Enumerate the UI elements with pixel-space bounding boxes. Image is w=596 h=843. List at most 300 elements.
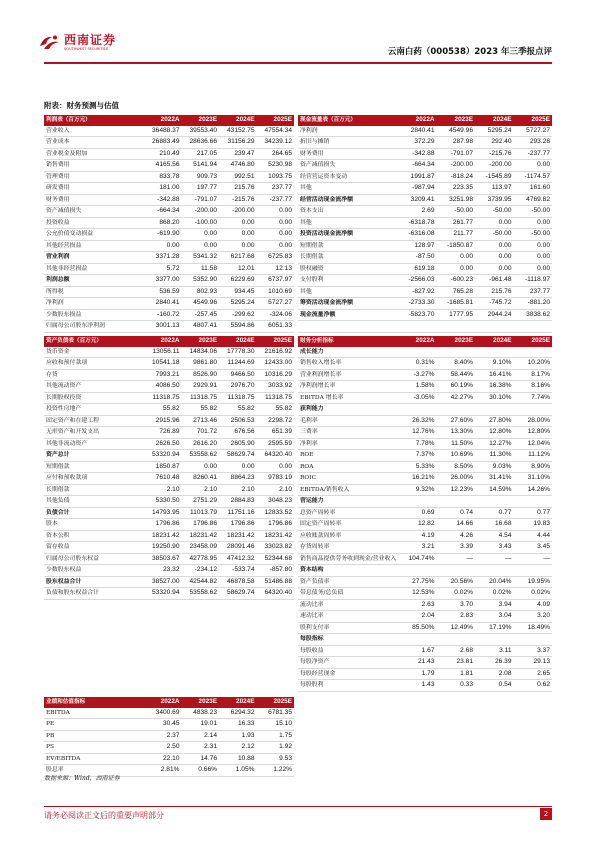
value-cell: 4746.80	[219, 160, 257, 172]
value-cell: 10316.29	[257, 369, 295, 381]
value-cell: 0.00	[514, 263, 553, 275]
table-row	[44, 553, 294, 565]
row-label: 固定资产和在建工程	[44, 415, 144, 427]
value-cell: 0.00	[219, 229, 257, 241]
value-cell: 12.23%	[437, 484, 476, 496]
value-cell: 3.70	[437, 599, 476, 611]
value-cell: —	[514, 553, 553, 565]
table-row	[298, 148, 552, 160]
value-cell: 765.28	[437, 286, 476, 298]
value-cell: 868.20	[144, 217, 182, 229]
row-label: 其他	[298, 183, 398, 195]
value-cell: 0.00	[437, 252, 476, 264]
row-label: 股利支付率	[298, 622, 398, 634]
row-label: 长期借款	[44, 484, 144, 496]
value-cell: 5341.32	[182, 252, 220, 264]
table-row	[44, 450, 294, 462]
row-label: 长期借款	[298, 252, 398, 264]
row-label: 少数股东损益	[44, 309, 144, 321]
value-cell: 292.40	[475, 137, 514, 149]
table-row	[44, 427, 294, 439]
value-cell: 802.93	[182, 286, 220, 298]
table-row	[298, 309, 552, 321]
value-cell: 104.74%	[398, 553, 437, 565]
value-cell: 2929.91	[182, 381, 220, 393]
footer-disclaimer: 请务必阅读正文后的重要声明部分	[44, 811, 164, 820]
value-cell: -299.62	[219, 309, 257, 321]
value-cell: 23.81	[437, 657, 476, 669]
row-label: 营业利润	[44, 252, 144, 264]
value-cell: 9783.19	[257, 473, 295, 485]
value-cell: 30.45	[144, 719, 182, 731]
value-cell: 29.13	[514, 657, 553, 669]
value-cell: 14793.95	[144, 507, 182, 519]
value-cell: 31.10%	[514, 473, 553, 485]
value-cell: 0.00	[257, 240, 295, 252]
value-cell: 12.80%	[514, 427, 553, 439]
table-row	[44, 461, 294, 473]
table-row	[44, 229, 294, 241]
row-label: EBITDA	[44, 708, 144, 719]
row-label: 每股净资产	[298, 657, 398, 669]
row-label: 存货周转率	[298, 542, 398, 554]
value-cell: 0.00	[514, 240, 553, 252]
value-cell: -745.72	[475, 298, 514, 310]
value-cell: 2884.83	[219, 496, 257, 508]
table-row	[298, 450, 552, 462]
value-cell: 6725.83	[257, 252, 295, 264]
value-cell: 18231.42	[219, 530, 257, 542]
row-label: 净利率	[298, 438, 398, 450]
value-cell: -50.00	[514, 206, 553, 218]
value-cell: 287.98	[437, 137, 476, 149]
value-cell: 6051.33	[257, 321, 295, 333]
value-cell: -100.00	[182, 217, 220, 229]
value-cell: 1777.95	[437, 309, 476, 321]
value-cell: 6229.69	[219, 275, 257, 287]
value-cell: -324.06	[257, 309, 295, 321]
row-label: 资本公积	[44, 530, 144, 542]
value-cell: 12.27%	[475, 438, 514, 450]
table-row	[298, 404, 552, 416]
table-title-cell: 现金流量表（百万元）	[298, 115, 398, 126]
value-cell: 1796.86	[257, 519, 295, 531]
value-cell: 0.77	[514, 507, 553, 519]
value-cell: 5727.27	[514, 126, 553, 137]
year-header-cell: 2024E	[475, 336, 514, 347]
value-cell: 0.54	[475, 680, 514, 692]
value-cell: 4.54	[475, 530, 514, 542]
table-row	[44, 252, 294, 264]
year-header-cell: 2023E	[437, 115, 476, 126]
value-cell: 55.82	[182, 404, 220, 416]
value-cell: 14.76	[182, 753, 220, 765]
value-cell: -1118.97	[514, 275, 553, 287]
table-row	[298, 392, 552, 404]
value-cell: -200.00	[182, 206, 220, 218]
value-cell: 0.00	[437, 263, 476, 275]
value-cell: -1545.89	[475, 171, 514, 183]
value-cell: 26.39	[475, 657, 514, 669]
row-label: 资产减值损失	[44, 206, 144, 218]
value-cell: 651.39	[257, 427, 295, 439]
value-cell: 11.30%	[475, 450, 514, 462]
data-source-note: 数据来源：Wind，西南证券	[44, 775, 120, 782]
row-label: 资产减值损失	[298, 160, 398, 172]
value-cell: 210.49	[144, 148, 182, 160]
value-cell: 47412.32	[219, 553, 257, 565]
value-cell: -215.76	[475, 148, 514, 160]
table-row	[44, 530, 294, 542]
table-row	[44, 415, 294, 427]
table-row	[298, 358, 552, 370]
value-cell: 58629.74	[219, 588, 257, 600]
year-header-cell: 2022A	[398, 336, 437, 347]
value-cell: 12.13	[257, 263, 295, 275]
value-cell: 64320.40	[257, 588, 295, 600]
value-cell: 7993.21	[144, 369, 182, 381]
table-row	[298, 680, 552, 692]
row-label: 短期借款	[44, 461, 144, 473]
value-cell: 0.00	[257, 229, 295, 241]
table-row	[44, 565, 294, 577]
value-cell: 14834.06	[182, 347, 220, 358]
value-cell: 46878.58	[219, 576, 257, 588]
value-cell: 18231.42	[182, 530, 220, 542]
value-cell: 1.67	[398, 645, 437, 657]
value-cell: —	[475, 553, 514, 565]
table-row	[44, 309, 294, 321]
row-label: 财务费用	[298, 148, 398, 160]
value-cell: 0.66%	[182, 765, 220, 777]
table-row	[44, 183, 294, 195]
row-label: 筹资活动现金流净额	[298, 298, 398, 310]
value-cell	[398, 404, 437, 416]
row-label: 少数股东权益	[44, 565, 144, 577]
row-label: 股息率	[44, 765, 144, 777]
value-cell: 8.40%	[437, 358, 476, 370]
row-label: 所得税	[44, 286, 144, 298]
table-row	[298, 321, 552, 333]
value-cell: 2976.70	[219, 381, 257, 393]
table-row	[44, 473, 294, 485]
value-cell: 3.43	[475, 542, 514, 554]
value-cell: -533.74	[219, 565, 257, 577]
value-cell: 53558.62	[182, 450, 220, 462]
value-cell: 12.82	[398, 519, 437, 531]
value-cell: 2.04	[398, 611, 437, 623]
value-cell: 3739.95	[475, 194, 514, 206]
value-cell: 701.72	[182, 427, 220, 439]
value-cell: 8864.23	[219, 473, 257, 485]
value-cell: -791.07	[182, 194, 220, 206]
value-cell	[398, 565, 437, 577]
value-cell: 223.35	[437, 183, 476, 195]
value-cell: 0.00	[514, 217, 553, 229]
value-cell: -987.94	[398, 183, 437, 195]
value-cell: 676.56	[219, 427, 257, 439]
value-cell: -50.00	[514, 229, 553, 241]
value-cell: 909.73	[182, 171, 220, 183]
year-header-cell: 2025E	[514, 115, 553, 126]
value-cell: 934.45	[219, 286, 257, 298]
value-cell: 215.76	[219, 183, 257, 195]
section-title: 附表：财务预测与估值	[44, 101, 119, 110]
value-cell: 6781.35	[257, 708, 295, 719]
row-label: 应收和预付款项	[44, 358, 144, 370]
value-cell: 1010.69	[257, 286, 295, 298]
value-cell: 12.80%	[475, 427, 514, 439]
value-cell: -50.00	[475, 229, 514, 241]
row-label: 销售商品提供劳务收到现金/营业收入	[298, 553, 398, 565]
row-label: 财务费用	[44, 194, 144, 206]
value-cell: 0.00	[514, 160, 553, 172]
value-cell: 2.63	[398, 599, 437, 611]
table-row	[298, 553, 552, 565]
logo-emblem-icon	[38, 34, 60, 52]
table-row	[44, 358, 294, 370]
value-cell: 15.10	[257, 719, 295, 731]
value-cell: -2566.03	[398, 275, 437, 287]
value-cell: -342.88	[144, 194, 182, 206]
table-row	[298, 576, 552, 588]
value-cell: 20.56%	[437, 576, 476, 588]
row-label: 总资产周转率	[298, 507, 398, 519]
year-header-cell: 2022A	[144, 115, 182, 126]
value-cell: -1685.81	[437, 298, 476, 310]
value-cell: 0.00	[475, 263, 514, 275]
value-cell	[475, 404, 514, 416]
table-row	[44, 275, 294, 287]
value-cell: 26.00%	[437, 473, 476, 485]
value-cell	[514, 347, 553, 358]
value-cell: 31.41%	[475, 473, 514, 485]
table-row	[44, 148, 294, 160]
value-cell: 12833.52	[257, 507, 295, 519]
value-cell: 0.00	[182, 240, 220, 252]
row-label: 固定资产周转率	[298, 519, 398, 531]
year-header-cell: 2023E	[182, 336, 220, 347]
row-label: 应付和预收款项	[44, 473, 144, 485]
value-cell: 2.10	[219, 484, 257, 496]
table-row	[44, 392, 294, 404]
value-cell: 5230.98	[257, 160, 295, 172]
value-cell: 293.28	[514, 137, 553, 149]
table-row	[44, 753, 294, 765]
value-cell	[437, 321, 476, 333]
value-cell: 2298.72	[257, 415, 295, 427]
company-logo	[38, 34, 116, 52]
value-cell: 3377.00	[144, 275, 182, 287]
value-cell: 2.50	[144, 742, 182, 754]
value-cell: 5330.50	[144, 496, 182, 508]
row-label: 获利能力	[298, 404, 398, 416]
value-cell: 19250.90	[144, 542, 182, 554]
value-cell: 16.21%	[398, 473, 437, 485]
value-cell: 0.00	[182, 461, 220, 473]
value-cell	[398, 496, 437, 508]
value-cell: 7.78%	[398, 438, 437, 450]
value-cell: 3.21	[398, 542, 437, 554]
value-cell: -342.88	[398, 148, 437, 160]
row-label: 管理费用	[44, 171, 144, 183]
value-cell: 2595.59	[257, 438, 295, 450]
value-cell: 536.59	[144, 286, 182, 298]
value-cell: 1.58%	[398, 381, 437, 393]
value-cell: 42778.95	[182, 553, 220, 565]
value-cell: 992.51	[219, 171, 257, 183]
table-row	[44, 742, 294, 754]
value-cell: 2.65	[514, 668, 553, 680]
value-cell: 4.19	[398, 530, 437, 542]
value-cell: 31156.29	[219, 137, 257, 149]
value-cell: 11.58	[182, 263, 220, 275]
row-label: 净利润	[44, 298, 144, 310]
table-row	[298, 496, 552, 508]
value-cell: 28636.66	[182, 137, 220, 149]
table-row	[44, 126, 294, 137]
value-cell	[475, 565, 514, 577]
year-header-cell: 2024E	[219, 697, 257, 708]
value-cell: 11318.75	[219, 392, 257, 404]
table-row	[44, 194, 294, 206]
table-row	[298, 369, 552, 381]
row-label: 股本	[44, 519, 144, 531]
value-cell: 3209.41	[398, 194, 437, 206]
row-label: 经营营运资本变动	[298, 171, 398, 183]
value-cell: -3.27%	[398, 369, 437, 381]
value-cell: 8526.90	[182, 369, 220, 381]
value-cell: 5.33%	[398, 461, 437, 473]
value-cell: 1.81	[437, 668, 476, 680]
value-cell: 58.44%	[437, 369, 476, 381]
row-label: PB	[44, 730, 144, 742]
value-cell: -215.76	[219, 194, 257, 206]
value-cell: -50.00	[475, 206, 514, 218]
row-label: 投资活动现金流净额	[298, 229, 398, 241]
value-cell: 34239.12	[257, 137, 295, 149]
value-cell: 3400.69	[144, 708, 182, 719]
value-cell: 28.00%	[514, 415, 553, 427]
table-row	[298, 473, 552, 485]
value-cell: 1.43	[398, 680, 437, 692]
table-row	[298, 565, 552, 577]
table-row	[298, 438, 552, 450]
row-label: 无形资产和开发支出	[44, 427, 144, 439]
table-row	[44, 496, 294, 508]
value-cell: 1.79	[398, 668, 437, 680]
table-row	[298, 275, 552, 287]
table-row	[44, 160, 294, 172]
value-cell: 3.20	[514, 611, 553, 623]
value-cell: 11013.79	[182, 507, 220, 519]
table-row	[298, 240, 552, 252]
value-cell: 726.89	[144, 427, 182, 439]
value-cell	[475, 634, 514, 646]
table-row	[298, 286, 552, 298]
value-cell: 22.10	[144, 753, 182, 765]
row-label: 现金流量净额	[298, 309, 398, 321]
financial-ratios-table	[298, 336, 552, 692]
value-cell: -5823.70	[398, 309, 437, 321]
row-label: 归属母公司股东净利润	[44, 321, 144, 333]
value-cell: 2.12	[219, 742, 257, 754]
income-statement-table	[44, 115, 294, 333]
value-cell: 0.00	[144, 240, 182, 252]
row-label: EBITDA/销售收入	[298, 484, 398, 496]
value-cell: —	[437, 553, 476, 565]
table-row	[298, 229, 552, 241]
cash-flow-table	[298, 115, 552, 333]
table-row	[44, 719, 294, 731]
value-cell: 239.47	[219, 148, 257, 160]
value-cell: 19.83	[514, 519, 553, 531]
value-cell: -2733.30	[398, 298, 437, 310]
row-label: 三费率	[298, 427, 398, 439]
table-title-cell: 利润表（百万元）	[44, 115, 144, 126]
value-cell: 161.60	[514, 183, 553, 195]
value-cell: 18231.42	[144, 530, 182, 542]
row-label: 留存收益	[44, 542, 144, 554]
table-row	[298, 126, 552, 137]
value-cell: 261.77	[437, 217, 476, 229]
value-cell: 53320.94	[144, 450, 182, 462]
value-cell: 1.22%	[257, 765, 295, 777]
table-header-row	[298, 336, 552, 347]
value-cell: 3.04	[475, 611, 514, 623]
footer-divider	[44, 806, 552, 807]
value-cell: 2605.90	[219, 438, 257, 450]
table-row	[44, 484, 294, 496]
row-label: 货币资金	[44, 347, 144, 358]
value-cell: 18231.42	[257, 530, 295, 542]
value-cell: 16.33	[219, 719, 257, 731]
value-cell: 10.20%	[514, 358, 553, 370]
row-label: 每股经营现金	[298, 668, 398, 680]
value-cell: 113.97	[475, 183, 514, 195]
value-cell: 55.82	[257, 404, 295, 416]
value-cell: 17778.30	[219, 347, 257, 358]
year-header-cell: 2024E	[219, 336, 257, 347]
row-label: 股东权益合计	[44, 576, 144, 588]
value-cell: 1.93	[219, 730, 257, 742]
table-row	[44, 263, 294, 275]
row-label: 支付股利	[298, 275, 398, 287]
value-cell: 2944.24	[475, 309, 514, 321]
row-label: 投资收益	[44, 217, 144, 229]
row-label: 营业利润增长率	[298, 369, 398, 381]
value-cell: 8.17%	[514, 369, 553, 381]
value-cell: 6217.68	[219, 252, 257, 264]
value-cell: 4769.82	[514, 194, 553, 206]
value-cell: 5.72	[144, 263, 182, 275]
value-cell: 0.02%	[437, 588, 476, 600]
value-cell	[398, 634, 437, 646]
value-cell: -160.72	[144, 309, 182, 321]
value-cell: 181.00	[144, 183, 182, 195]
table-row	[298, 298, 552, 310]
logo-name-cn: 西南证券	[64, 33, 117, 47]
value-cell: 11318.75	[144, 392, 182, 404]
value-cell: 10541.18	[144, 358, 182, 370]
table-row	[298, 530, 552, 542]
value-cell: 9.32%	[398, 484, 437, 496]
value-cell: 9.03%	[475, 461, 514, 473]
table-row	[298, 484, 552, 496]
row-label: 其他非流动资产	[44, 438, 144, 450]
row-label: 利润总额	[44, 275, 144, 287]
table-row	[44, 438, 294, 450]
